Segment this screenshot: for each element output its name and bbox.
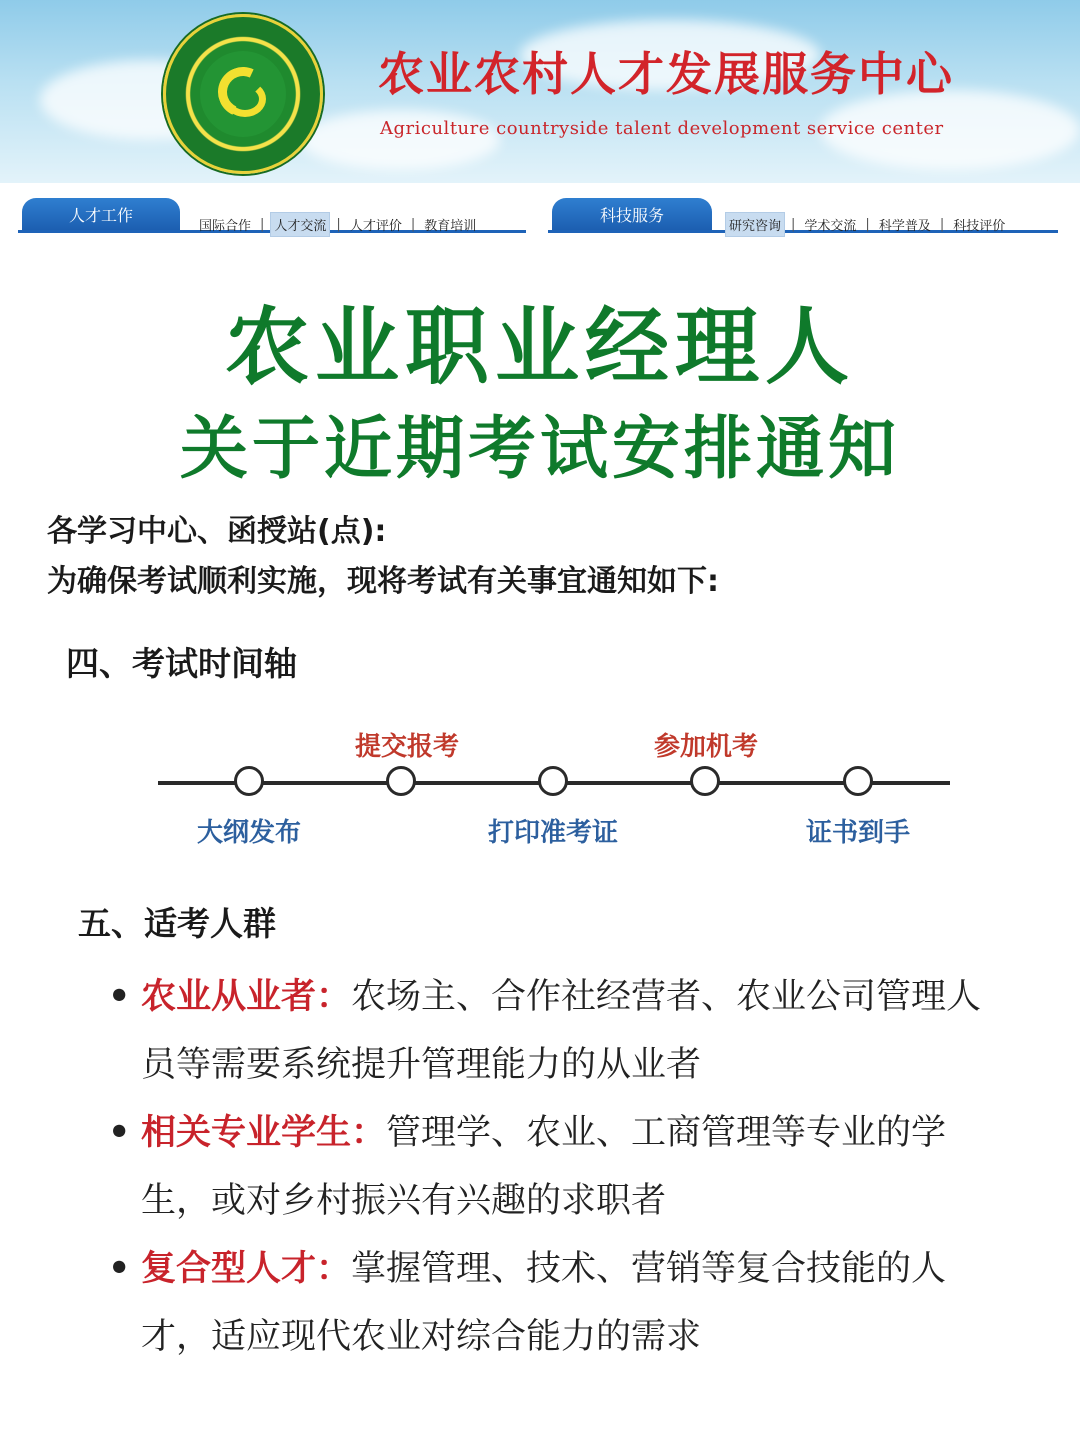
audience-desc: 掌握管理、技术、营销等复合技能的人才，适应现代农业对综合能力的需求 [141, 1249, 947, 1357]
timeline-heading: 四、考试时间轴 [66, 644, 297, 683]
nav-separator: | [260, 217, 265, 232]
list-item [108, 1235, 988, 1371]
bullet-icon: • [108, 977, 131, 1017]
page-title: 农业职业经理人 [224, 298, 855, 396]
audience-key: 复合型人才： [141, 1249, 352, 1289]
timeline-node [538, 766, 568, 796]
timeline-step-label: 打印准考证 [487, 818, 619, 848]
timeline-node [386, 766, 416, 796]
intro-statement: 为确保考试顺利实施，现将考试有关事宜通知如下: [47, 564, 719, 599]
timeline-node [234, 766, 264, 796]
nav-separator: | [791, 217, 796, 232]
org-name-cn: 农业农村人才发展服务中心 [378, 47, 954, 101]
nav-tab-tech-service[interactable]: 科技服务 [552, 198, 712, 230]
nav-link-academic[interactable]: 学术交流 [804, 219, 857, 234]
audience-heading: 五、适考人群 [78, 904, 276, 943]
audience-key: 农业从业者： [141, 977, 352, 1017]
audience-desc: 管理学、农业、工商管理等专业的学生，或对乡村振兴有兴趣的求职者 [141, 1113, 947, 1221]
audience-key: 相关专业学生： [141, 1113, 387, 1153]
nav-separator: | [939, 217, 945, 232]
nav-link-education[interactable]: 教育培训 [424, 219, 477, 234]
timeline-node [690, 766, 720, 796]
bullet-icon: • [108, 1113, 131, 1153]
timeline-step-label: 证书到手 [805, 818, 911, 848]
intro-addressee: 各学习中心、函授站(点): [47, 514, 387, 549]
nav-separator: | [865, 217, 870, 232]
bullet-icon: • [108, 1249, 131, 1289]
list-item [108, 1099, 988, 1235]
audience-desc: 农场主、合作社经营者、农业公司管理人员等需要系统提升管理能力的从业者 [141, 977, 982, 1085]
nav-separator: | [410, 217, 416, 232]
page-subtitle: 关于近期考试安排通知 [179, 410, 900, 489]
nav-link-research[interactable]: 研究咨询 [725, 212, 785, 237]
nav-links-group-1 [196, 212, 479, 237]
nav-link-talent-exchange[interactable]: 人才交流 [270, 212, 330, 237]
nav-separator: | [336, 217, 341, 232]
agri-talent-emblem-icon [163, 14, 323, 174]
org-name-en: Agriculture countryside talent development service center [380, 118, 944, 139]
timeline-node [843, 766, 873, 796]
timeline-step-label: 大纲发布 [196, 818, 302, 848]
header-banner [0, 0, 1080, 183]
timeline-step-label: 提交报考 [354, 732, 460, 762]
main-nav [0, 192, 1080, 242]
nav-link-tech-evaluation[interactable]: 科技评价 [953, 219, 1006, 234]
list-item [108, 963, 988, 1099]
nav-tab-talent-work[interactable]: 人才工作 [22, 198, 180, 230]
nav-links-group-2 [725, 212, 1008, 237]
nav-link-international[interactable]: 国际合作 [199, 219, 252, 234]
nav-link-popular-science[interactable]: 科学普及 [878, 219, 931, 234]
timeline-step-label: 参加机考 [653, 732, 759, 762]
nav-link-talent-evaluation[interactable]: 人才评价 [349, 219, 402, 234]
